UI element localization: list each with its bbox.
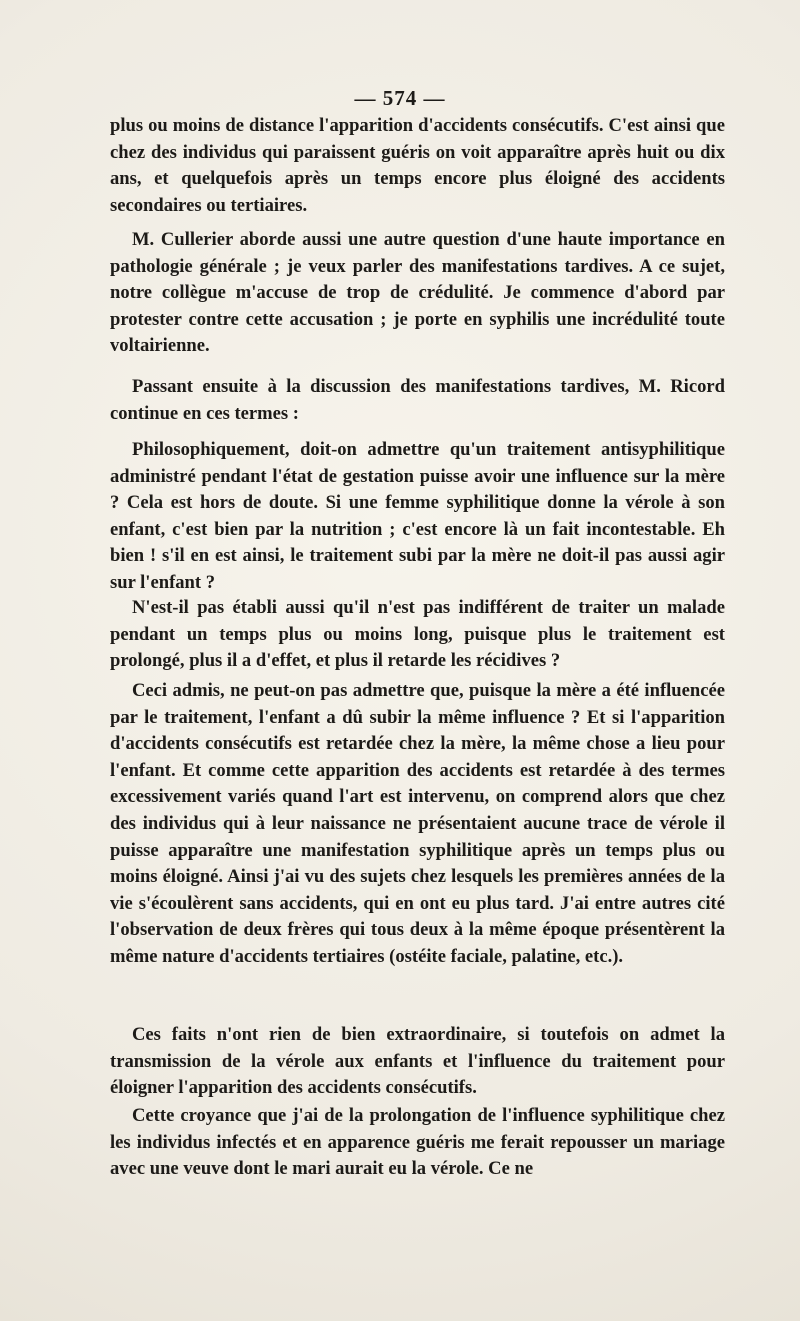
page-number: — 574 — xyxy=(354,86,446,110)
paragraph-text: M. Cullerier aborde aussi une autre question d'une haute importance en pathologie générale ; je veux parler des manifestations tardives. A ce sujet, notre collègue m'accuse de trop de crédulité. Je commence d'abord par protester contre cette accusation ; je porte en syphilis une incrédulité toute voltairienne. xyxy=(110,229,725,357)
paragraph-philosophy xyxy=(110,437,725,597)
paragraph-text: Passant ensuite à la discussion des manifestations tardives, M. Ricord continue en ces termes : xyxy=(110,376,725,424)
paragraph-text: N'est-il pas établi aussi qu'il n'est pas indifférent de traiter un malade pendant un temps plus ou moins long, puisque plus le traitement est prolongé, plus il a d'effet, et plus il retarde les récidives ? xyxy=(110,597,725,672)
paragraph-influence xyxy=(110,678,725,971)
paragraph-text: Ceci admis, ne peut-on pas admettre que, puisque la mère a été influencée par le traitement, l'enfant a dû subir la même influence ? Et si l'apparition d'accidents consécutifs est retardée chez la mère, la même chose a lieu pour l'enfant. Et comme cette apparition des accidents est retardée à des termes excessivement variés quand l'art est intervenu, on comprend alors que chez des individus qui à leur naissance ne présentaient aucune trace de vérole il puisse apparaître une manifestation syphilitique après un temps plus ou moins éloigné. Ainsi j'ai vu des sujets chez lesquels les premières années de la vie s'écoulèrent sans accidents, qui en ont eu plus tard. J'ai entre autres cité l'observation de deux frères qui tous deux à la même époque présentèrent la même nature d'accidents tertiaires (ostéite faciale, palatine, etc.). xyxy=(110,680,725,967)
paragraph-text: Ces faits n'ont rien de bien extraordinaire, si toutefois on admet la transmission de la vérole aux enfants et l'influence du traitement pour éloigner l'apparition des accidents consécutifs. xyxy=(110,1024,725,1099)
paragraph-transition xyxy=(110,374,725,427)
paragraph-continuation xyxy=(110,113,725,219)
paragraph-facts xyxy=(110,1022,725,1102)
paragraph-text: Philosophiquement, doit-on admettre qu'un traitement antisyphilitique administré pendant l'état de gestation puisse avoir une influence sur la mère ? Cela est hors de doute. Si une femme syphilitique donne la vérole à son enfant, c'est bien par la nutrition ; c'est encore là un fait incontestable. Eh bien ! s'il en est ainsi, le traitement subi par la mère ne doit-il pas aussi agir sur l'enfant ? xyxy=(110,439,725,593)
paragraph-cullerier xyxy=(110,227,725,360)
paragraph-text: plus ou moins de distance l'apparition d'accidents consécutifs. C'est ainsi que chez des individus qui paraissent guéris on voit apparaître après huit ou dix ans, et quelquefois après un temps encore plus éloigné des accidents secondaires ou tertiaires. xyxy=(110,115,725,216)
paragraph-text: Cette croyance que j'ai de la prolongation de l'influence syphilitique chez les individus infectés et en apparence guéris me ferait repousser un mariage avec une veuve dont le mari aurait eu la vérole. Ce ne xyxy=(110,1105,725,1180)
paragraph-belief xyxy=(110,1103,725,1183)
paragraph-treatment-duration xyxy=(110,595,725,675)
